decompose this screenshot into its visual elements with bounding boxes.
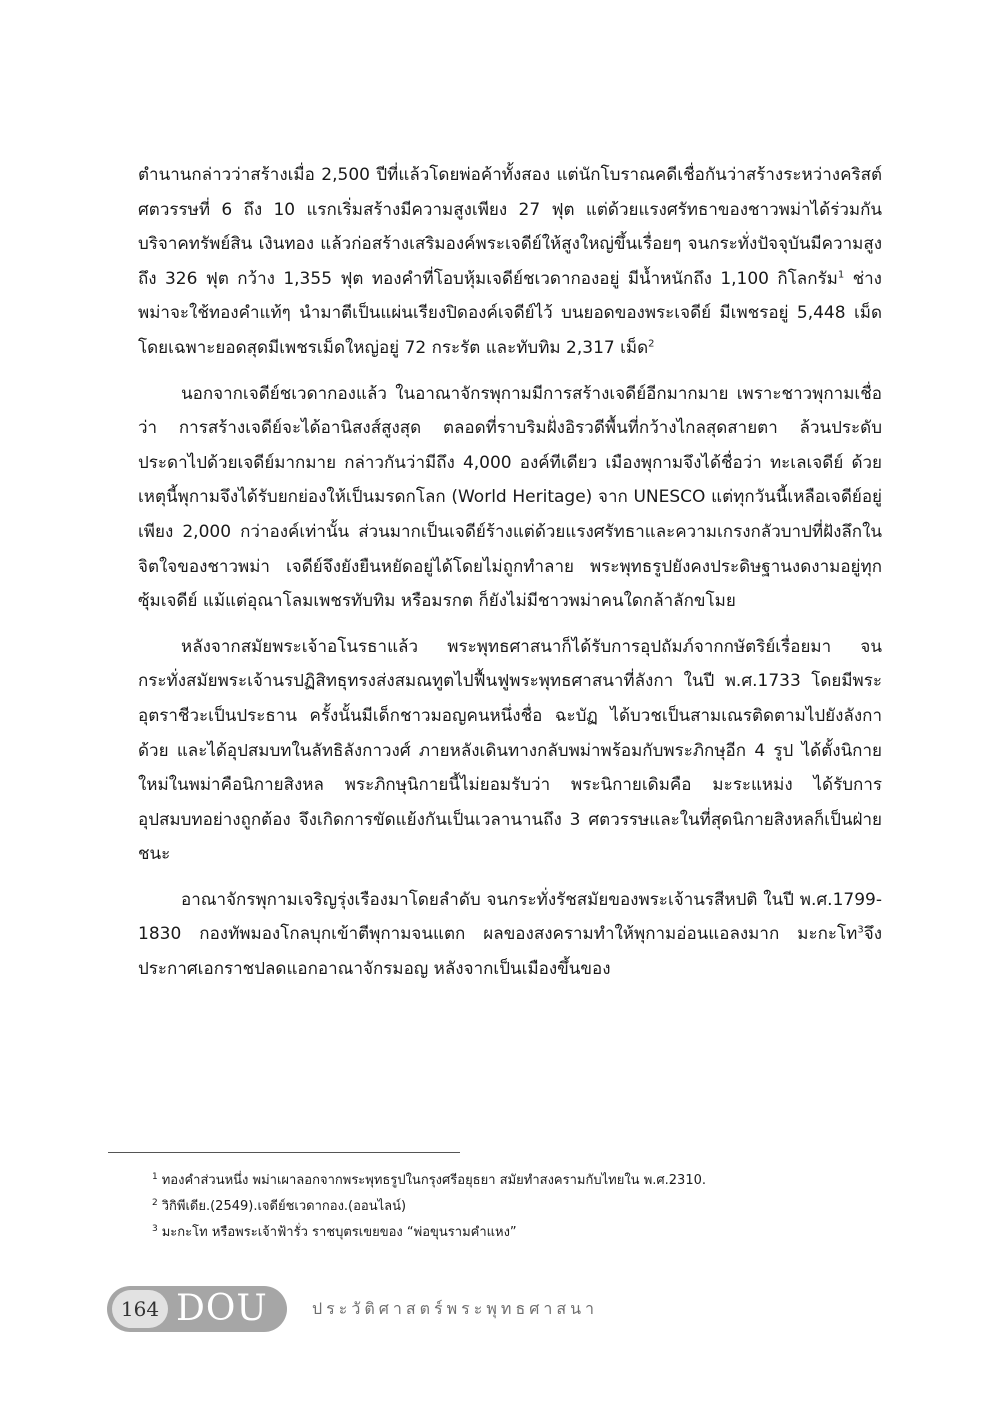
paragraph-1: ตำนานกล่าวว่าสร้างเมื่อ 2,500 ปีที่แล้วโดยพ่อค้าทั้งสอง แต่นักโบราณคดีเชื่อกันว่าสร้างระหว่างคริสต์ศตวรรษที่ 6 ถึง 10 แรกเริ่มสร้างมีความสูงเพียง 27 ฟุต แต่ด้วยแรงศรัทธาของชาวพม่าได้ร่วมกันบริจาคทรัพย์สิน เงินทอง แล้วก่อสร้างเสริมองค์พระเจดีย์ให้สูงใหญ่ขึ้นเรื่อยๆ จนกระทั่งปัจจุบันมีความสูงถึง 326 ฟุต กว้าง 1,355 ฟุต ทองคำที่โอบหุ้มเจดีย์ชเวดากองอยู่ มีน้ำหนักถึง 1,100 กิโลกรัม$^1$ ช่างพม่าจะใช้ทองคำแท้ๆ นำมาตีเป็นแผ่นเรียงปิดองค์เจดีย์ไว้ บนยอดของพระเจดีย์ มีเพชรอยู่ 5,448 เม็ด โดยเฉพาะยอดสุดมีเพชรเม็ดใหญ่อยู่ 72 กระรัต และทับทิม 2,317 เม็ด$^2$: [138, 165, 882, 358]
footnote-ref-1: 1: [837, 269, 845, 281]
footnote-divider: [108, 1152, 460, 1153]
page-number: 164: [112, 1290, 168, 1328]
running-title: ประวัติศาสตร์พระพุทธศาสนา: [312, 1299, 599, 1318]
footnote-ref-3: 3: [857, 924, 864, 936]
dou-logo: DOU: [176, 1288, 268, 1329]
footnote-3: $^3$ มะกะโท หรือพระเจ้าฟ้ารั่ว ราชบุตรเขยของ “พ่อขุนรามคำแหง”: [152, 1223, 517, 1240]
body-text: [138, 158, 882, 987]
paragraph-4: อาณาจักรพุกามเจริญรุ่งเรืองมาโดยลำดับ จนกระทั่งรัชสมัยของพระเจ้านรสีหปติ ในปี พ.ศ.1799-1830 กองทัพมองโกลบุกเข้าตีพุกามจนแตก ผลของสงครามทำให้พุกามอ่อนแอลงมาก มะกะโท$^3$จึงประกาศเอกราชปลดแอกอาณาจักรมอญ หลังจากเป็นเมืองขึ้นของ: [138, 889, 882, 980]
footnotes: [152, 1168, 892, 1246]
paragraph-3: หลังจากสมัยพระเจ้าอโนรธาแล้ว พระพุทธศาสนาก็ได้รับการอุปถัมภ์จากกษัตริย์เรื่อยมา จนกระทั่งสมัยพระเจ้านรปฏิสิทธุทรงส่งสมณทูตไปฟื้นฟูพระพุทธศาสนาที่ลังกา ในปี พ.ศ.1733 โดยมีพระอุตราชีวะเป็นประธาน ครั้งนั้นมีเด็กชาวมอญคนหนึ่งชื่อ ฉะบัฏ ได้บวชเป็นสามเณรติดตามไปยังลังกาด้วย และได้อุปสมบทในลัทธิลังกาวงศ์ ภายหลังเดินทางกลับพม่าพร้อมกับพระภิกษุอีก 4 รูป ได้ตั้งนิกายใหม่ในพม่าคือนิกายสิงหล พระภิกษุนิกายนี้ไม่ยอมรับว่า พระนิกายเดิมคือ มะระแหม่ง ได้รับการอุปสมบทอย่างถูกต้อง จึงเกิดการขัดแย้งกันเป็นเวลานานถึง 3 ศตวรรษและในที่สุดนิกายสิงหลก็เป็นฝ่ายชนะ: [138, 636, 882, 865]
footnote-ref-2: 2: [648, 338, 655, 350]
footnote-1: $^1$ ทองคำส่วนหนึ่ง พม่าเผาลอกจากพระพุทธรูปในกรุงศรีอยุธยา สมัยทำสงครามกับไทยใน พ.ศ.2310.: [152, 1171, 707, 1188]
footnote-2: $^2$ วิกิพีเดีย.(2549).เจดีย์ชเวดากอง.(ออนไลน์): [152, 1197, 407, 1214]
paragraph-2: นอกจากเจดีย์ชเวดากองแล้ว ในอาณาจักรพุกามมีการสร้างเจดีย์อีกมากมาย เพราะชาวพุกามเชื่อว่า การสร้างเจดีย์จะได้อานิสงส์สูงสุด ตลอดที่ราบริมฝั่งอิรวดีพื้นที่กว้างไกลสุดสายตา ล้วนประดับประดาไปด้วยเจดีย์มากมาย กล่าวกันว่ามีถึง 4,000 องค์ทีเดียว เมืองพุกามจึงได้ชื่อว่า ทะเลเจดีย์ ด้วยเหตุนี้พุกามจึงได้รับยกย่องให้เป็นมรดกโลก (World Heritage) จาก UNESCO แต่ทุกวันนี้เหลือเจดีย์อยู่เพียง 2,000 กว่าองค์เท่านั้น ส่วนมากเป็นเจดีย์ร้างแต่ด้วยแรงศรัทธาและความเกรงกลัวบาปที่ฝังลึกในจิตใจของชาวพม่า เจดีย์จึงยังยืนหยัดอยู่ได้โดยไม่ถูกทำลาย พระพุทธรูปยังคงประดิษฐานงดงามอยู่ทุกซุ้มเจดีย์ แม้แต่อุณาโลมเพชรทับทิม หรือมรกต ก็ยังไม่มีชาวพม่าคนใดกล้าลักขโมย: [138, 383, 882, 612]
